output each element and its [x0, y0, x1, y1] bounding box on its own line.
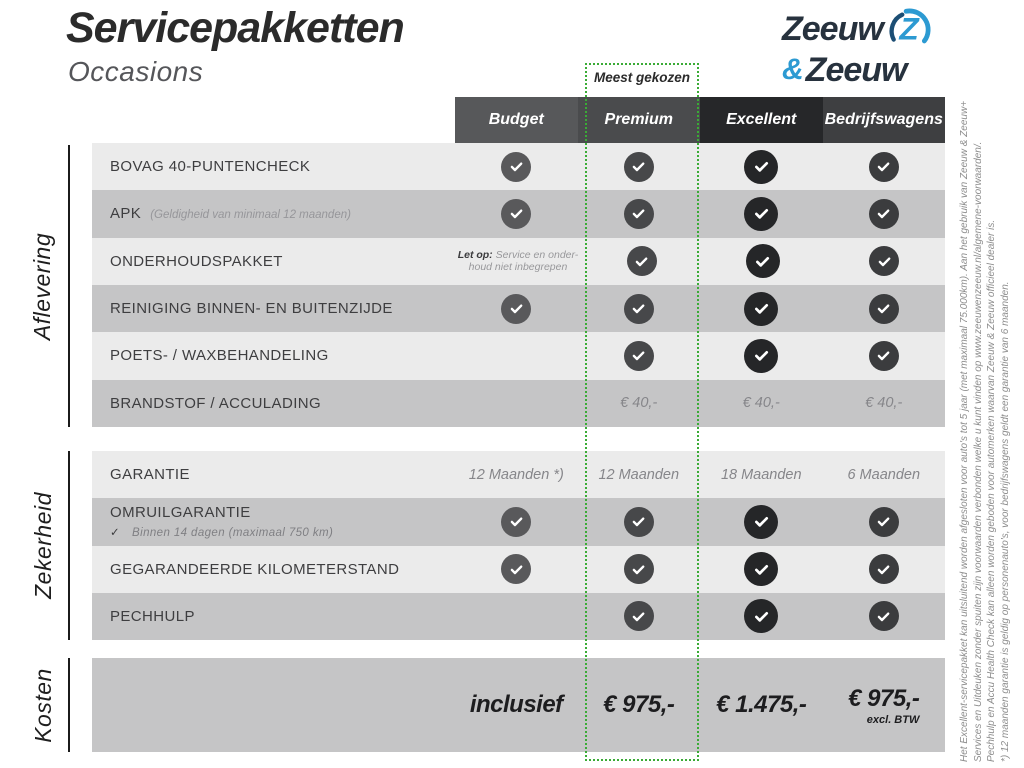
row-label: [92, 190, 455, 237]
row-title: POETS- / WAXBEHANDELING: [110, 347, 329, 365]
cell-excellent: 18 Maanden: [720, 466, 802, 483]
row-title: ONDERHOUDSPAKKET: [110, 252, 283, 270]
check-icon: [744, 339, 778, 373]
price-premium: € 975,-: [603, 691, 675, 718]
table-row: [92, 143, 945, 190]
fineprint-line: Services en Uitdeuken zonder spuiten zijn voorwaarden verbonden welke u kunt vinden op www.zeeuwenzeeuw.nl/algemene-voorwaarden/.: [972, 141, 984, 762]
section-label-text: Kosten: [29, 667, 56, 743]
check-icon: [744, 552, 778, 586]
row-label: [92, 593, 455, 640]
section-label-zekerheid: [18, 451, 70, 640]
check-icon: [746, 244, 780, 278]
cell-premium: [578, 546, 701, 593]
section-label-aflevering: [18, 145, 70, 427]
cell-premium: [578, 498, 701, 545]
cell-excellent: € 40,-: [742, 395, 780, 412]
cell-budget: [455, 498, 578, 545]
row-title: BOVAG 40-PUNTENCHECK: [110, 158, 311, 176]
cell-premium: [578, 593, 701, 640]
cell-premium: [578, 143, 701, 190]
svg-text:Z: Z: [899, 10, 919, 47]
check-icon: [501, 294, 531, 324]
check-icon: [624, 507, 654, 537]
cell-excellent: [700, 593, 823, 640]
check-icon: [744, 292, 778, 326]
row-title: REINIGING BINNEN- EN BUITENZIJDE: [110, 300, 393, 318]
row-label: [92, 285, 455, 332]
check-icon: [501, 554, 531, 584]
section-zekerheid: [92, 451, 945, 640]
section-label-kosten: [18, 658, 70, 752]
section-label-text: Zekerheid: [29, 492, 56, 599]
fineprint-disclaimer: [958, 95, 1012, 762]
kosten-premium: [578, 691, 701, 719]
row-title: GEGARANDEERDE KILOMETERSTAND: [110, 560, 400, 578]
column-header-excellent: Excellent: [700, 97, 823, 143]
cell-excellent: [700, 546, 823, 593]
row-label: [92, 451, 455, 498]
row-title: BRANDSTOF / ACCULADING: [110, 394, 322, 412]
logo-ampersand: &: [782, 52, 804, 86]
table-row: [92, 285, 945, 332]
check-icon: [869, 601, 899, 631]
service-packages-table: [92, 97, 945, 752]
row-label: [92, 498, 455, 545]
check-icon: [501, 507, 531, 537]
check-icon: [744, 599, 778, 633]
column-header-bedrijfswagens: Bedrijfswagens: [823, 97, 946, 143]
cell-premium: [578, 190, 701, 237]
cell-excellent: [700, 498, 823, 545]
row-subtitle: (Geldigheid van minimaal 12 maanden): [150, 209, 351, 222]
cell-bedrijfswagens: € 40,-: [865, 395, 903, 412]
cell-budget: 12 Maanden *): [468, 466, 564, 483]
row-title: OMRUILGARANTIE: [110, 504, 251, 522]
row-title: PECHHULP: [110, 607, 195, 625]
logo-z-swoosh-icon: [885, 6, 933, 52]
kosten-bedrijfswagens: [823, 685, 946, 726]
check-icon: [624, 152, 654, 182]
cell-premium: [578, 285, 701, 332]
check-icon: [744, 150, 778, 184]
row-label: [92, 238, 455, 285]
check-icon: [869, 152, 899, 182]
cell-bedrijfswagens: 6 Maanden: [847, 466, 921, 483]
cell-budget: [455, 238, 581, 285]
cell-excellent: [700, 285, 823, 332]
zeeuw-en-zeeuw-logo: [782, 6, 952, 89]
cell-bedrijfswagens: [823, 498, 946, 545]
price-budget: inclusief: [469, 691, 563, 718]
column-headers: [455, 97, 945, 143]
cell-bedrijfswagens: [823, 332, 946, 379]
cell-budget: [455, 593, 578, 640]
check-icon: [624, 294, 654, 324]
table-row: [92, 593, 945, 640]
logo-word-1: Zeeuw: [782, 9, 883, 48]
page-subtitle: Occasions: [68, 56, 204, 87]
check-icon: [501, 199, 531, 229]
table-row: [92, 238, 945, 285]
column-header-budget: Budget: [455, 97, 578, 143]
price-vat-note: excl. BTW: [866, 713, 920, 726]
kosten-budget: [455, 691, 578, 719]
row-subnote-text: Binnen 14 dagen (maximaal 750 km): [132, 527, 334, 540]
table-row: [92, 546, 945, 593]
cell-bedrijfswagens: [824, 238, 945, 285]
check-icon: [744, 197, 778, 231]
check-icon: [501, 152, 531, 182]
check-icon: [869, 507, 899, 537]
cell-bedrijfswagens: [823, 546, 946, 593]
cell-premium: 12 Maanden: [598, 466, 680, 483]
check-icon: [624, 554, 654, 584]
cell-premium: [578, 332, 701, 379]
fineprint-line: *) 12 maanden garantie is geldig op personenauto's, voor bedrijfswagens geldt een garantie van 6 maanden.: [999, 281, 1011, 762]
section-aflevering: [92, 143, 945, 427]
check-icon: [869, 294, 899, 324]
check-icon: [744, 505, 778, 539]
kosten-excellent: [700, 691, 823, 719]
price-excellent: € 1.475,-: [716, 691, 807, 718]
row-label: [92, 546, 455, 593]
table-row: [92, 498, 945, 545]
table-row: [92, 332, 945, 379]
check-icon: [627, 246, 657, 276]
check-icon: [624, 601, 654, 631]
row-subnote: [110, 525, 455, 539]
most-chosen-label: Meest gekozen: [593, 70, 691, 85]
row-label: [92, 143, 455, 190]
cell-excellent: [700, 332, 823, 379]
check-icon: [869, 246, 899, 276]
section-kosten-price-band: [92, 658, 945, 752]
row-label: [92, 332, 455, 379]
check-icon: [869, 554, 899, 584]
page-title: Servicepakketten: [66, 4, 404, 52]
row-title: APK: [110, 205, 142, 223]
logo-word-2: Zeeuw: [805, 51, 907, 89]
check-icon: [624, 199, 654, 229]
column-header-premium: Premium: [578, 97, 701, 143]
cell-bedrijfswagens: [823, 593, 946, 640]
fineprint-line: Het Excellent-servicepakket kan uitsluitend worden afgesloten voor auto's tot 5 jaar (met maximaal 75.000km). Aan het gebruik van Zeeuw & Zeeuw+: [959, 100, 970, 762]
row-title: GARANTIE: [110, 466, 190, 484]
cell-premium: [581, 238, 702, 285]
cell-excellent: [700, 143, 823, 190]
fineprint-line: Pechhulp en Accu Health Check kan alleen worden geboden voor automerken waarvan Zeeuw & Zeeuw officieel dealer is.: [986, 219, 997, 762]
cell-budget: [455, 546, 578, 593]
cell-budget: [455, 143, 578, 190]
table-row: [92, 190, 945, 237]
check-icon: [869, 199, 899, 229]
cell-premium: € 40,-: [620, 395, 658, 412]
cell-budget: [455, 285, 578, 332]
check-icon: [869, 341, 899, 371]
price-bedrijfswagens: € 975,-: [848, 684, 920, 712]
table-row: [92, 380, 945, 427]
cell-bedrijfswagens: [823, 285, 946, 332]
cell-excellent: [700, 190, 823, 237]
row-label: [92, 380, 455, 427]
cell-excellent: [702, 238, 823, 285]
cell-bedrijfswagens: [823, 190, 946, 237]
table-row: [92, 451, 945, 498]
cell-bedrijfswagens: [823, 143, 946, 190]
cell-budget: [455, 380, 578, 427]
cell-budget: [455, 190, 578, 237]
check-icon: [624, 341, 654, 371]
small-check-icon: ✓: [110, 527, 121, 540]
note-text: Let op: Service en onder-houd niet inbegrepen: [457, 248, 579, 274]
cell-budget: [455, 332, 578, 379]
section-label-text: Aflevering: [29, 232, 56, 340]
